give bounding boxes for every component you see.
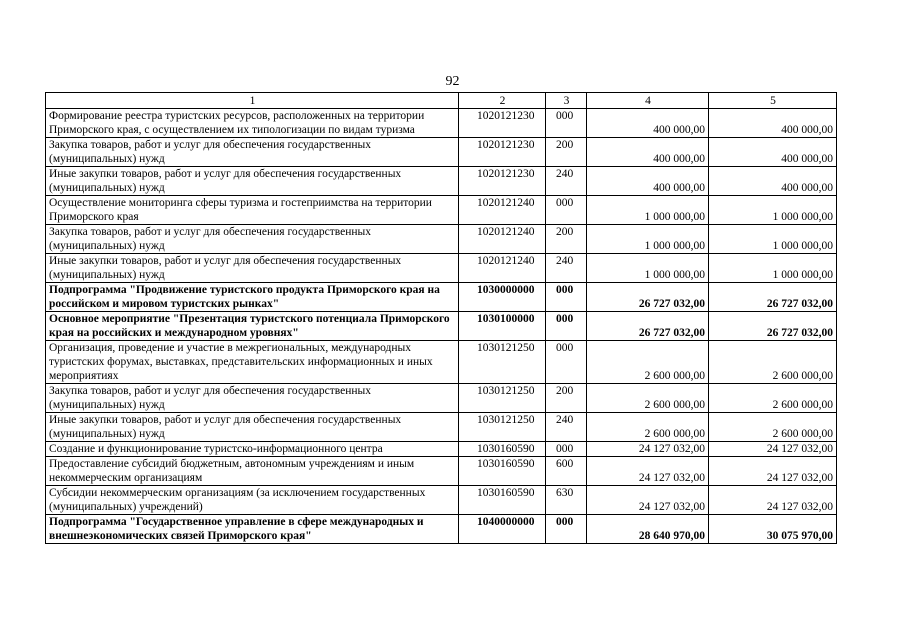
row-name-cell: Подпрограмма "Государственное управление в сфере международных и внешнеэкономических связей Приморского края": [46, 515, 459, 544]
row-amount-col4-cell: 400 000,00: [587, 138, 709, 167]
table-row: [46, 196, 837, 225]
row-code-cell: 1030100000: [459, 312, 546, 341]
row-code-cell: 1030121250: [459, 341, 546, 384]
row-amount-col5-cell: 2 600 000,00: [709, 341, 837, 384]
row-code-cell: 1020121240: [459, 225, 546, 254]
row-code-cell: 1030121250: [459, 413, 546, 442]
row-amount-col4-cell: 24 127 032,00: [587, 486, 709, 515]
table-row: [46, 413, 837, 442]
row-kind-cell: 240: [546, 167, 587, 196]
row-code-cell: 1020121230: [459, 109, 546, 138]
row-code-cell: 1030121250: [459, 384, 546, 413]
row-amount-col5-cell: 24 127 032,00: [709, 442, 837, 457]
row-code-cell: 1030160590: [459, 486, 546, 515]
row-amount-col4-cell: 26 727 032,00: [587, 312, 709, 341]
row-amount-col5-cell: 400 000,00: [709, 138, 837, 167]
table-header-row: [46, 93, 837, 109]
table-row: [46, 442, 837, 457]
row-amount-col4-cell: 1 000 000,00: [587, 196, 709, 225]
row-amount-col5-cell: 24 127 032,00: [709, 486, 837, 515]
row-amount-col5-cell: 400 000,00: [709, 167, 837, 196]
row-name-cell: Закупка товаров, работ и услуг для обеспечения государственных (муниципальных) нужд: [46, 138, 459, 167]
table-row: [46, 312, 837, 341]
row-code-cell: 1020121240: [459, 254, 546, 283]
budget-table: [45, 92, 837, 544]
row-code-cell: 1020121230: [459, 138, 546, 167]
column-header-4: 4: [587, 93, 709, 109]
row-amount-col4-cell: 28 640 970,00: [587, 515, 709, 544]
row-kind-cell: 000: [546, 515, 587, 544]
row-amount-col4-cell: 24 127 032,00: [587, 457, 709, 486]
row-amount-col5-cell: 400 000,00: [709, 109, 837, 138]
row-kind-cell: 000: [546, 341, 587, 384]
row-amount-col5-cell: 1 000 000,00: [709, 225, 837, 254]
row-code-cell: 1030160590: [459, 457, 546, 486]
row-name-cell: Организация, проведение и участие в межрегиональных, международных туристских форумах, выставках, представительских информационных и иных мероприятиях: [46, 341, 459, 384]
row-code-cell: 1020121230: [459, 167, 546, 196]
table-row: [46, 283, 837, 312]
row-amount-col4-cell: 1 000 000,00: [587, 254, 709, 283]
column-header-3: 3: [546, 93, 587, 109]
row-name-cell: Субсидии некоммерческим организациям (за исключением государственных (муниципальных) учреждений): [46, 486, 459, 515]
column-header-2: 2: [459, 93, 546, 109]
row-amount-col5-cell: 26 727 032,00: [709, 283, 837, 312]
row-kind-cell: 600: [546, 457, 587, 486]
page-number: 92: [445, 74, 460, 89]
row-amount-col5-cell: 1 000 000,00: [709, 254, 837, 283]
row-amount-col4-cell: 24 127 032,00: [587, 442, 709, 457]
row-kind-cell: 000: [546, 442, 587, 457]
row-kind-cell: 200: [546, 384, 587, 413]
row-name-cell: Формирование реестра туристских ресурсов, расположенных на территории Приморского края, с осуществлением их типологизации по видам туризма: [46, 109, 459, 138]
row-amount-col4-cell: 400 000,00: [587, 167, 709, 196]
row-kind-cell: 000: [546, 312, 587, 341]
table-row: [46, 167, 837, 196]
table-row: [46, 515, 837, 544]
table-row: [46, 254, 837, 283]
row-amount-col5-cell: 2 600 000,00: [709, 384, 837, 413]
row-name-cell: Закупка товаров, работ и услуг для обеспечения государственных (муниципальных) нужд: [46, 225, 459, 254]
row-kind-cell: 240: [546, 413, 587, 442]
row-amount-col5-cell: 24 127 032,00: [709, 457, 837, 486]
row-amount-col4-cell: 2 600 000,00: [587, 384, 709, 413]
row-amount-col4-cell: 2 600 000,00: [587, 341, 709, 384]
row-kind-cell: 200: [546, 225, 587, 254]
row-name-cell: Предоставление субсидий бюджетным, автономным учреждениям и иным некоммерческим организациям: [46, 457, 459, 486]
row-amount-col5-cell: 30 075 970,00: [709, 515, 837, 544]
table-row: [46, 109, 837, 138]
row-amount-col4-cell: 400 000,00: [587, 109, 709, 138]
row-amount-col5-cell: 26 727 032,00: [709, 312, 837, 341]
row-kind-cell: 000: [546, 196, 587, 225]
row-amount-col4-cell: 26 727 032,00: [587, 283, 709, 312]
row-code-cell: 1040000000: [459, 515, 546, 544]
row-kind-cell: 000: [546, 283, 587, 312]
table-row: [46, 486, 837, 515]
row-name-cell: Основное мероприятие "Презентация туристского потенциала Приморского края на российских и международном уровнях": [46, 312, 459, 341]
row-kind-cell: 000: [546, 109, 587, 138]
row-kind-cell: 630: [546, 486, 587, 515]
table-row: [46, 138, 837, 167]
table-row: [46, 225, 837, 254]
row-kind-cell: 240: [546, 254, 587, 283]
row-name-cell: Осуществление мониторинга сферы туризма и гостеприимства на территории Приморского края: [46, 196, 459, 225]
table-row: [46, 341, 837, 384]
row-kind-cell: 200: [546, 138, 587, 167]
table-row: [46, 384, 837, 413]
row-name-cell: Иные закупки товаров, работ и услуг для обеспечения государственных (муниципальных) нужд: [46, 413, 459, 442]
row-amount-col5-cell: 1 000 000,00: [709, 196, 837, 225]
column-header-5: 5: [709, 93, 837, 109]
row-amount-col5-cell: 2 600 000,00: [709, 413, 837, 442]
row-name-cell: Иные закупки товаров, работ и услуг для обеспечения государственных (муниципальных) нужд: [46, 254, 459, 283]
row-code-cell: 1030000000: [459, 283, 546, 312]
row-code-cell: 1020121240: [459, 196, 546, 225]
row-amount-col4-cell: 1 000 000,00: [587, 225, 709, 254]
row-name-cell: Подпрограмма "Продвижение туристского продукта Приморского края на российском и мировом туристских рынках": [46, 283, 459, 312]
row-amount-col4-cell: 2 600 000,00: [587, 413, 709, 442]
column-header-1: 1: [46, 93, 459, 109]
table-row: [46, 457, 837, 486]
row-name-cell: Иные закупки товаров, работ и услуг для обеспечения государственных (муниципальных) нужд: [46, 167, 459, 196]
row-code-cell: 1030160590: [459, 442, 546, 457]
row-name-cell: Создание и функционирование туристско-информационного центра: [46, 442, 459, 457]
row-name-cell: Закупка товаров, работ и услуг для обеспечения государственных (муниципальных) нужд: [46, 384, 459, 413]
